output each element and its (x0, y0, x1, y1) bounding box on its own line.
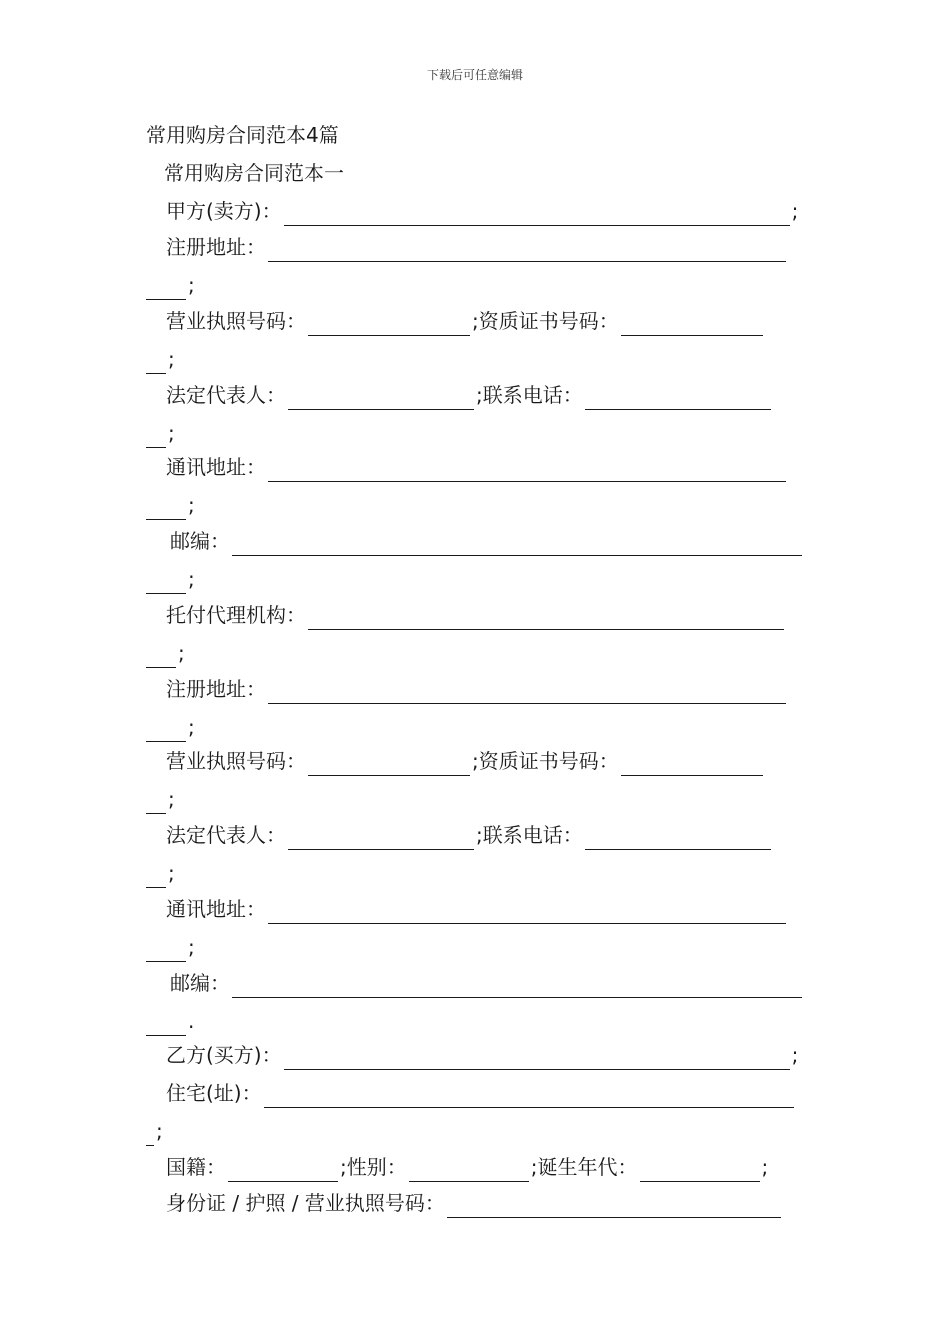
blank-continuation[interactable] (146, 425, 166, 448)
semicolon: ; (168, 421, 175, 445)
blank-continuation[interactable] (146, 939, 186, 962)
blank-continuation[interactable] (146, 1123, 154, 1146)
field-continuation (146, 418, 175, 448)
label-yingye: 营业执照号码： (166, 749, 306, 773)
field-tuofu-1 (166, 600, 786, 630)
field-zhuce-1 (166, 232, 788, 262)
field-youbian-1 (170, 526, 804, 556)
blank-zizhi[interactable] (621, 753, 763, 776)
blank-zhuce[interactable] (268, 239, 786, 262)
semicolon: ; (791, 199, 799, 223)
label-fading: 法定代表人： (166, 823, 286, 847)
blank-continuation[interactable] (146, 1013, 186, 1036)
field-continuation (146, 932, 195, 962)
label-zhuce: 注册地址： (166, 235, 266, 259)
field-continuation (146, 564, 195, 594)
blank-continuation[interactable] (146, 351, 166, 374)
label-yifang: 乙方(买方)： (166, 1043, 282, 1067)
semicolon: ; (168, 861, 175, 885)
semicolon: ; (188, 935, 195, 959)
contract-subtitle: 常用购房合同范本一 (164, 161, 344, 185)
field-continuation (146, 1006, 194, 1036)
label-lianxi: ;联系电话： (476, 383, 583, 407)
field-zhuce-2 (166, 674, 788, 704)
blank-yifang[interactable] (284, 1047, 790, 1070)
field-tongxun-2 (166, 894, 788, 924)
label-guoji: 国籍： (166, 1155, 226, 1179)
field-youbian-2 (170, 968, 804, 998)
label-shenfen: 身份证 / 护照 / 营业执照号码： (166, 1191, 445, 1215)
blank-yingye[interactable] (308, 753, 470, 776)
label-zizhi: ;资质证书号码： (472, 749, 619, 773)
label-yingye: 营业执照号码： (166, 309, 306, 333)
field-yingye-1 (166, 306, 765, 336)
blank-continuation[interactable] (146, 645, 176, 668)
field-continuation (146, 1116, 163, 1146)
field-continuation (146, 638, 185, 668)
label-zizhi: ;资质证书号码： (472, 309, 619, 333)
blank-youbian[interactable] (232, 533, 802, 556)
field-continuation (146, 858, 175, 888)
blank-dansheng[interactable] (640, 1159, 760, 1182)
label-tongxun: 通讯地址： (166, 455, 266, 479)
blank-fading[interactable] (288, 827, 474, 850)
field-continuation (146, 490, 195, 520)
blank-zhuzhai[interactable] (264, 1085, 794, 1108)
field-shenfen (166, 1188, 783, 1218)
blank-tongxun[interactable] (268, 901, 786, 924)
blank-continuation[interactable] (146, 277, 186, 300)
field-tongxun-1 (166, 452, 788, 482)
label-youbian: 邮编： (170, 529, 230, 553)
semicolon: ; (168, 347, 175, 371)
field-continuation (146, 712, 195, 742)
semicolon: ; (188, 715, 195, 739)
semicolon: ; (188, 273, 195, 297)
field-jiafang (166, 196, 798, 226)
blank-guoji[interactable] (228, 1159, 338, 1182)
label-xingbie: ;性别： (340, 1155, 407, 1179)
label-dansheng: ;诞生年代： (530, 1155, 638, 1179)
blank-continuation[interactable] (146, 497, 186, 520)
blank-lianxi[interactable] (585, 827, 771, 850)
semicolon: ; (178, 641, 185, 665)
label-zhuce: 注册地址： (166, 677, 266, 701)
field-yifang (166, 1040, 798, 1070)
page-header: 下载后可任意编辑 (426, 68, 523, 82)
label-tongxun: 通讯地址： (166, 897, 266, 921)
blank-tongxun[interactable] (268, 459, 786, 482)
label-tuofu: 托付代理机构： (166, 603, 306, 627)
field-fading-2 (166, 820, 773, 850)
label-zhuzhai: 住宅(址)： (166, 1081, 262, 1105)
blank-continuation[interactable] (146, 719, 186, 742)
document-title: 常用购房合同范本4篇 (146, 123, 339, 147)
blank-tuofu[interactable] (308, 607, 784, 630)
field-continuation (146, 784, 175, 814)
field-yingye-2 (166, 746, 765, 776)
field-continuation (146, 270, 195, 300)
blank-xingbie[interactable] (409, 1159, 529, 1182)
label-lianxi: ;联系电话： (476, 823, 583, 847)
period: . (188, 1009, 195, 1033)
blank-zizhi[interactable] (621, 313, 763, 336)
semicolon: ; (791, 1043, 799, 1067)
label-youbian: 邮编： (170, 971, 230, 995)
field-continuation (146, 344, 175, 374)
blank-youbian[interactable] (232, 975, 802, 998)
semicolon: ; (188, 493, 195, 517)
semicolon: ; (156, 1119, 163, 1143)
blank-continuation[interactable] (146, 865, 166, 888)
blank-fading[interactable] (288, 387, 474, 410)
label-jiafang: 甲方(卖方)： (166, 199, 282, 223)
blank-shenfen[interactable] (447, 1195, 781, 1218)
semicolon: ; (188, 567, 195, 591)
field-fading-1 (166, 380, 773, 410)
semicolon: ; (761, 1155, 769, 1179)
blank-zhuce[interactable] (268, 681, 786, 704)
blank-lianxi[interactable] (585, 387, 771, 410)
blank-continuation[interactable] (146, 571, 186, 594)
label-fading: 法定代表人： (166, 383, 286, 407)
semicolon: ; (168, 787, 175, 811)
field-zhuzhai-1 (166, 1078, 796, 1108)
blank-jiafang[interactable] (284, 203, 790, 226)
blank-yingye[interactable] (308, 313, 470, 336)
blank-continuation[interactable] (146, 791, 166, 814)
field-guoji (166, 1152, 768, 1182)
